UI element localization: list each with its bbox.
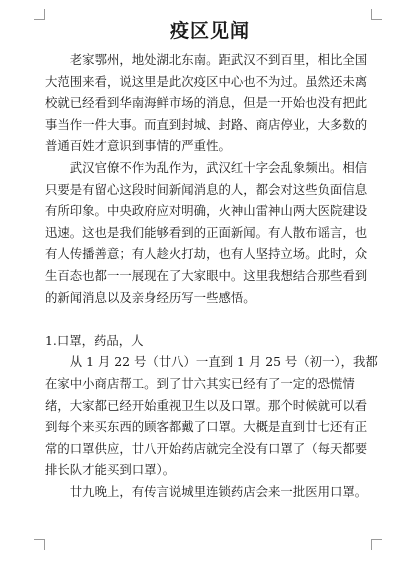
paragraph-line: 廿九晚上，有传言说城里连锁药店会来一批医用口罩。 [69, 483, 368, 499]
paragraph-wuhan [45, 157, 375, 308]
paragraph-line: 老家鄂州，地处湖北东南。距武汉不到百里，相比全国 [69, 52, 368, 67]
paragraph-line: 有所印象。中央政府应对明确，火神山雷神山两大医院建设 [45, 203, 368, 219]
paragraph-line: 到每个来买东西的顾客都戴了口罩。大概是直到廿七还有正 [45, 419, 368, 435]
document-body [45, 19, 378, 502]
paragraph-line: 常的口罩供应，廿八开始药店就完全没有口罩了（每天都要 [45, 440, 368, 456]
paragraph-line: 排长队才能买到口罩）。 [45, 462, 176, 478]
paragraph-line: 的新闻消息以及亲身经历写一些感悟。 [45, 289, 256, 305]
paragraph-line: 生百态也都一一展现在了大家眼中。这里我想结合那些看到 [45, 267, 368, 283]
paragraph-line: 在家中小商店帮工。到了廿六其实已经有了一定的恐慌情 [45, 375, 355, 391]
paragraph-section-2 [45, 481, 375, 503]
paragraph-line: 大范围来看，说这里是此次疫区中心也不为过。虽然还未离 [45, 73, 368, 89]
document-title: 疫区见闻 [169, 20, 250, 42]
paragraph-line: 只要是有留心这段时间新闻消息的人，都会对这些负面信息 [45, 181, 368, 197]
paragraph-section-1 [45, 351, 378, 481]
corner-mark-bottom-left [34, 539, 45, 550]
paragraph-line: 有人传播善意；有人趁火打劫，也有人坚持立场。此时，众 [45, 246, 368, 262]
paragraph-line: 从 1 月 22 号（廿八）一直到 1 月 25 号（初一），我都 [69, 354, 378, 370]
paragraph-line: 校就已经看到华南海鲜市场的消息，但是一开始也没有把此 [45, 95, 368, 111]
corner-mark-bottom-right [371, 539, 382, 550]
paragraph-intro [45, 49, 375, 157]
paragraph-line: 绪，大家都已经开始重视卫生以及口罩。那个时候就可以看 [45, 397, 368, 413]
section-heading: 1.口罩，药品，人 [45, 332, 144, 348]
paragraph-line: 事当作一件大事。而直到封城、封路、商店停业，大多数的 [45, 116, 368, 132]
paragraph-line: 普通百姓才意识到事情的严重性。 [45, 138, 231, 154]
corner-mark-top-left [34, 9, 45, 20]
paragraph-line: 武汉官僚不作为乱作为，武汉红十字会乱象频出。相信 [69, 159, 368, 175]
paragraph-spacer [45, 308, 375, 330]
paragraph-line: 迅速。这也是我们能够看到的正面新闻。有人散布谣言，也 [45, 224, 368, 240]
